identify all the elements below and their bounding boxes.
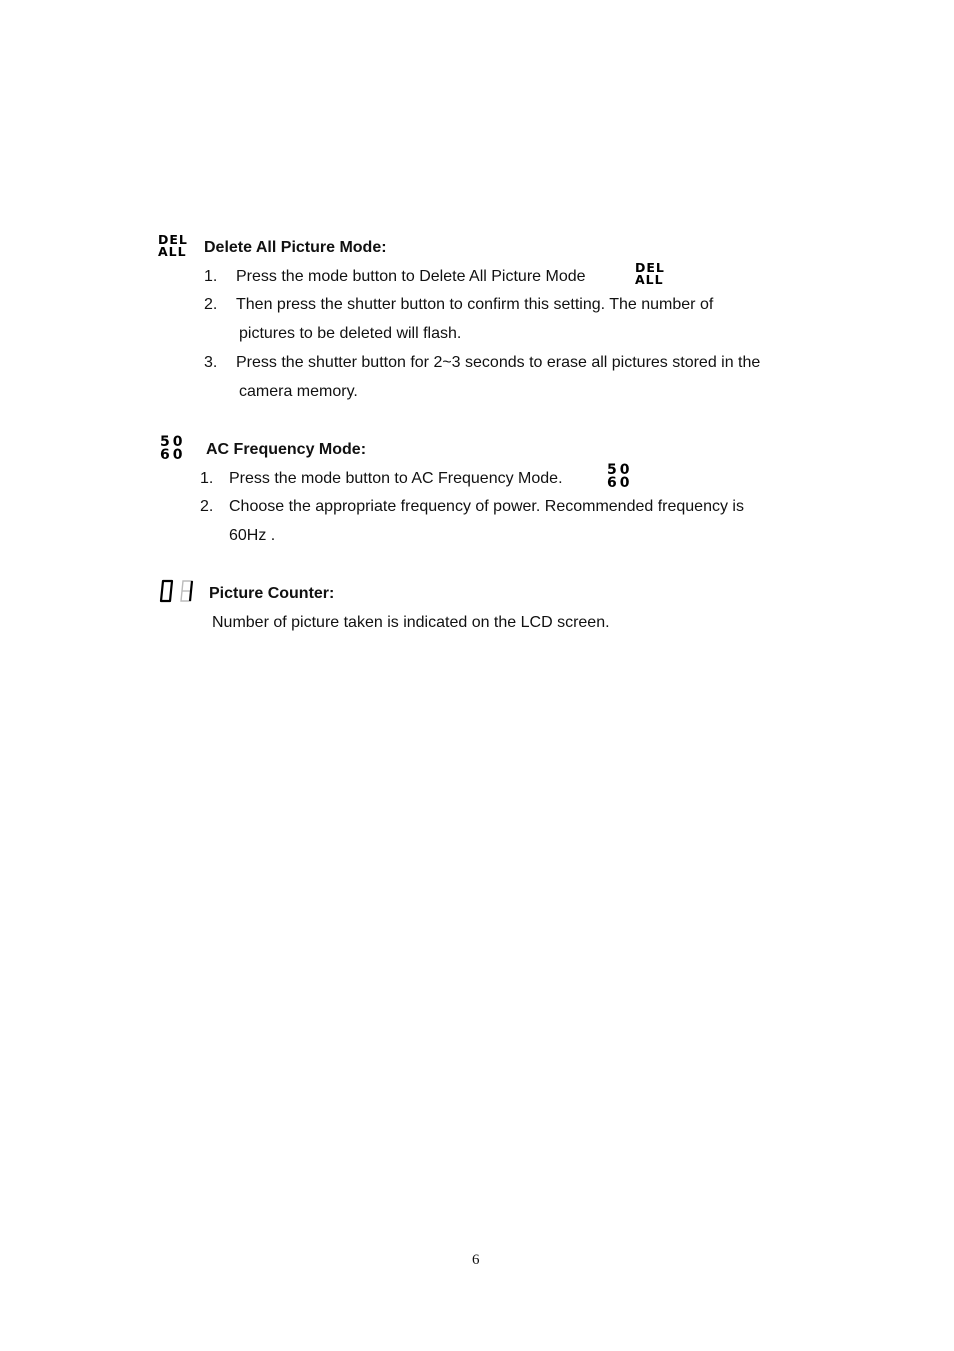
list-item-number: 2. [204, 296, 218, 313]
list-item-number: 2. [200, 498, 214, 515]
list-item-text: 60Hz . [229, 527, 276, 544]
list-item-text: Press the mode button to Delete All Picture Mode [236, 268, 586, 285]
list-item-number: 1. [200, 470, 214, 487]
list-item-text: Then press the shutter button to confirm this setting. The number of [236, 296, 714, 313]
ac-frequency-icon: 50 60 [160, 434, 186, 463]
list-item-text: camera memory. [239, 383, 358, 400]
list-item-text: pictures to be deleted will flash. [239, 325, 462, 342]
section-heading-ac-frequency: AC Frequency Mode: [206, 441, 367, 458]
del-all-icon: DEL ALL [635, 260, 665, 287]
picture-counter-icon [157, 579, 195, 603]
list-item-text: Choose the appropriate frequency of power. Recommended frequency is [229, 498, 744, 515]
picture-counter-text: Number of picture taken is indicated on the LCD screen. [212, 614, 610, 631]
list-item-text: Press the mode button to AC Frequency Mode. [229, 470, 563, 487]
list-item-number: 1. [204, 268, 218, 285]
list-item-number: 3. [204, 354, 218, 371]
del-all-icon: DEL ALL [158, 232, 188, 259]
section-heading-delete-all: Delete All Picture Mode: [204, 239, 387, 256]
section-heading-picture-counter: Picture Counter: [209, 585, 335, 602]
page-number: 6 [472, 1252, 480, 1268]
list-item-text: Press the shutter button for 2~3 seconds to erase all pictures stored in the [236, 354, 761, 371]
ac-frequency-icon: 50 60 [607, 462, 633, 491]
